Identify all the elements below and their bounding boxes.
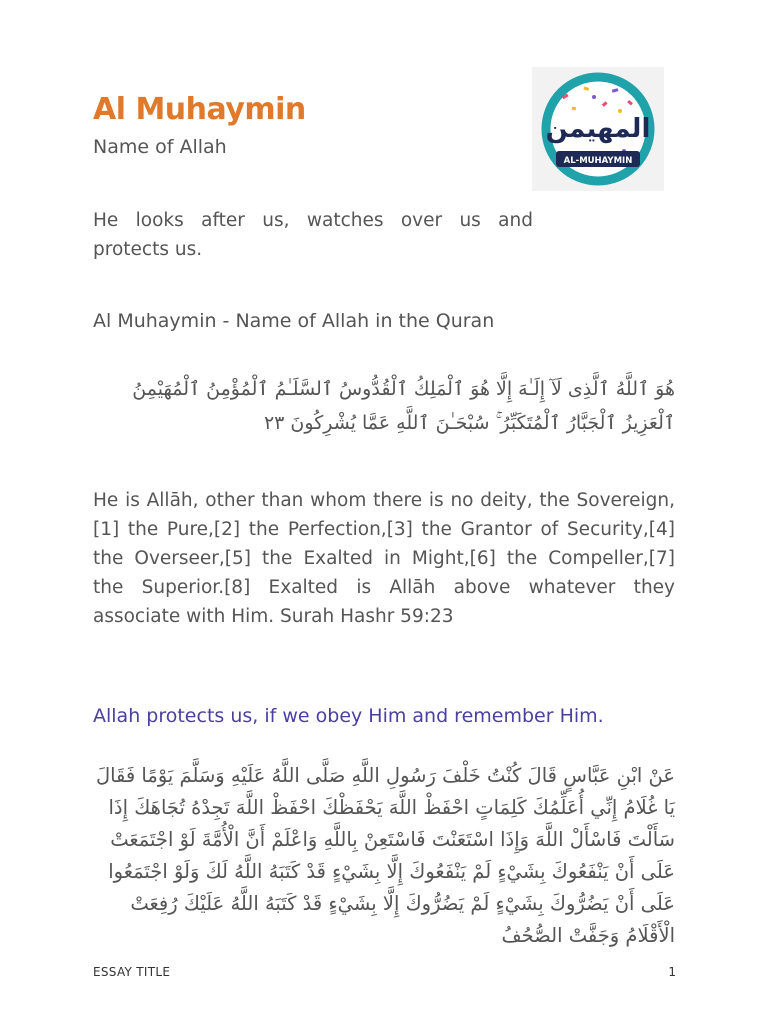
al-muhaymin-logo: [532, 67, 664, 191]
page-subtitle: Name of Allah: [93, 136, 227, 158]
footer-essay-title: ESSAY TITLE: [93, 965, 171, 979]
logo-arabic-text: المهيمن: [545, 114, 651, 144]
hadith-arabic: عَنْ ابْنِ عَبَّاسٍ قَالَ كُنْتُ خَلْفَ رَسُولِ اللَّهِ صَلَّى اللَّهُ عَلَيْهِ وَسَلَّمَ يَوْمًا فَقَالَ يَا غُلَامُ إِنِّي أُعَلِّمُكَ كَلِمَاتٍ احْفَظْ اللَّهَ يَحْفَظْكَ احْفَظْ اللَّهَ تَجِدْهُ تُجَاهَكَ إِذَا سَأَلْتَ فَاسْأَلْ اللَّهَ وَإِذَا اسْتَعَنْتَ فَاسْتَعِنْ بِاللَّهِ وَاعْلَمْ أَنَّ الْأُمَّةَ لَوْ اجْتَمَعَتْ عَلَى أَنْ يَنْفَعُوكَ بِشَيْءٍ لَمْ يَنْفَعُوكَ إِلَّا بِشَيْءٍ قَدْ كَتَبَهُ اللَّهُ لَكَ وَلَوْ اجْتَمَعُوا عَلَى أَنْ يَضُرُّوكَ بِشَيْءٍ لَمْ يَضُرُّوكَ إِلَّا بِشَيْءٍ قَدْ كَتَبَهُ اللَّهُ عَلَيْكَ رُفِعَتْ الْأَقْلَامُ وَجَفَّتْ الصُّحُفُ: [95, 764, 675, 947]
verse-translation: He is Allāh, other than whom there is no deity, the Sovereign,[1] the Pure,[2] the Perfection,[3] the Grantor of Security,[4] the Overseer,[5] the Exalted in Might,[6] the Compeller,[7] the Superior.[8] Exalted is Allāh above whatever they associate with Him. Surah Hashr 59:23: [93, 490, 675, 627]
intro-paragraph: He looks after us, watches over us and protects us.: [93, 210, 533, 260]
quran-heading: Al Muhaymin - Name of Allah in the Quran: [93, 310, 495, 332]
highlight-statement: Allah protects us, if we obey Him and remember Him.: [93, 705, 604, 727]
logo-label: AL-MUHAYMIN: [563, 156, 633, 166]
footer-page-number: 1: [668, 965, 676, 979]
logo-graphic: [532, 67, 664, 191]
quran-verse-arabic: هُوَ ٱللَّهُ ٱلَّذِى لَآ إِلَـٰهَ إِلَّا هُوَ ٱلْمَلِكُ ٱلْقُدُّوسُ ٱلسَّلَـٰمُ ٱلْمُؤْمِنُ ٱلْمُهَيْمِنُ ٱلْعَزِيزُ ٱلْجَبَّارُ ٱلْمُتَكَبِّرُ ۚ سُبْحَـٰنَ ٱللَّهِ عَمَّا يُشْرِكُونَ ٢٣: [132, 378, 675, 434]
page-title: Al Muhaymin: [93, 92, 306, 127]
